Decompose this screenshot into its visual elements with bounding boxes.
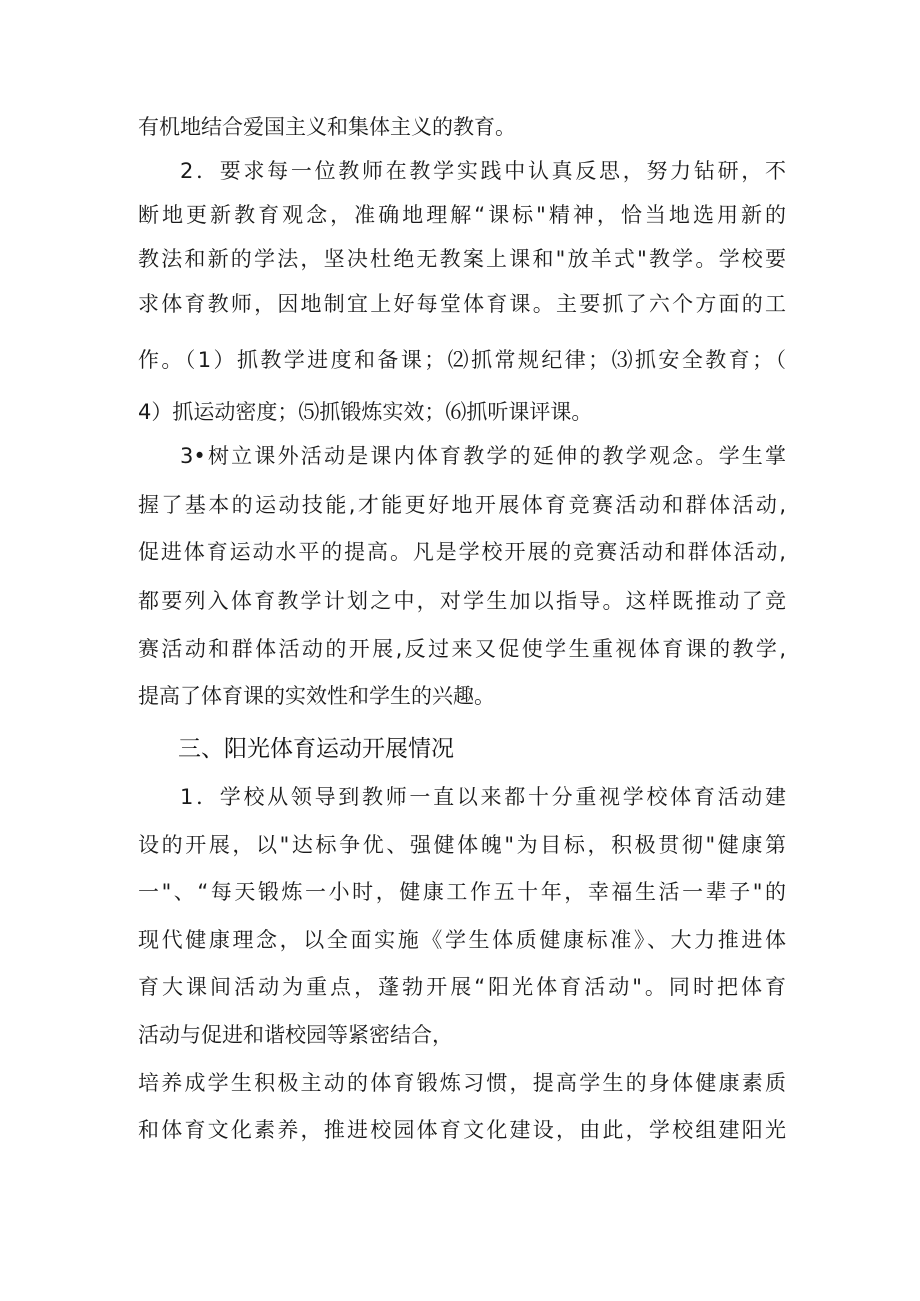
text-line: 设的开展，以"达标争优、强健体魄"为目标，积极贯彻"健康第 (138, 833, 786, 857)
text-line: 赛活动和群体活动的开展,反过来又促使学生重视体育课的教学, (138, 637, 786, 661)
section-heading: 三、阳光体育运动开展情况 (178, 736, 454, 762)
paragraph-start-line: 3•树立课外活动是课内体育教学的延伸的教学观念。学生掌 (180, 444, 786, 468)
text-line: 作。（1）抓教学进度和备课；⑵抓常规纪律；⑶抓安全教育；（ (138, 348, 786, 372)
text-line: 促进体育运动水平的提高。凡是学校开展的竞赛活动和群体活动, (138, 540, 786, 564)
text-line: 现代健康理念，以全面实施《学生体质健康标准》、大力推进体 (138, 928, 786, 952)
paragraph-start-line: 2．要求每一位教师在教学实践中认真反思，努力钻研，不 (180, 159, 786, 183)
text-line: 和体育文化素养，推进校园体育文化建设，由此，学校组建阳光 (138, 1118, 786, 1142)
text-line: 提高了体育课的实效性和学生的兴趣。 (138, 684, 495, 708)
text-line: 断地更新教育观念，准确地理解“课标"精神，恰当地选用新的 (138, 203, 786, 227)
text-line: 4）抓运动密度；⑸抓锻炼实效；⑹抓听课评课。 (138, 400, 593, 424)
text-line: 有机地结合爱国主义和集体主义的教育。 (138, 115, 516, 139)
text-line: 活动与促进和谐校园等紧密结合， (138, 1023, 453, 1047)
paragraph-start-line: 1．学校从领导到教师一直以来都十分重视学校体育活动建 (180, 785, 786, 809)
text-line: 育大课间活动为重点，蓬勃开展“阳光体育活动"。同时把体育 (138, 975, 786, 999)
text-line: 教法和新的学法，坚决杜绝无教案上课和"放羊式"教学。学校要 (138, 247, 786, 271)
text-line: 培养成学生积极主动的体育锻炼习惯，提高学生的身体健康素质 (138, 1071, 786, 1095)
text-line: 握了基本的运动技能,才能更好地开展体育竞赛活动和群体活动, (138, 493, 786, 517)
text-line: 一"、“每天锻炼一小时，健康工作五十年，幸福生活一辈子"的 (138, 880, 786, 904)
text-line: 求体育教师，因地制宜上好每堂体育课。主要抓了六个方面的工 (138, 292, 786, 316)
text-line: 都要列入体育教学计划之中，对学生加以指导。这样既推动了竞 (138, 589, 786, 613)
